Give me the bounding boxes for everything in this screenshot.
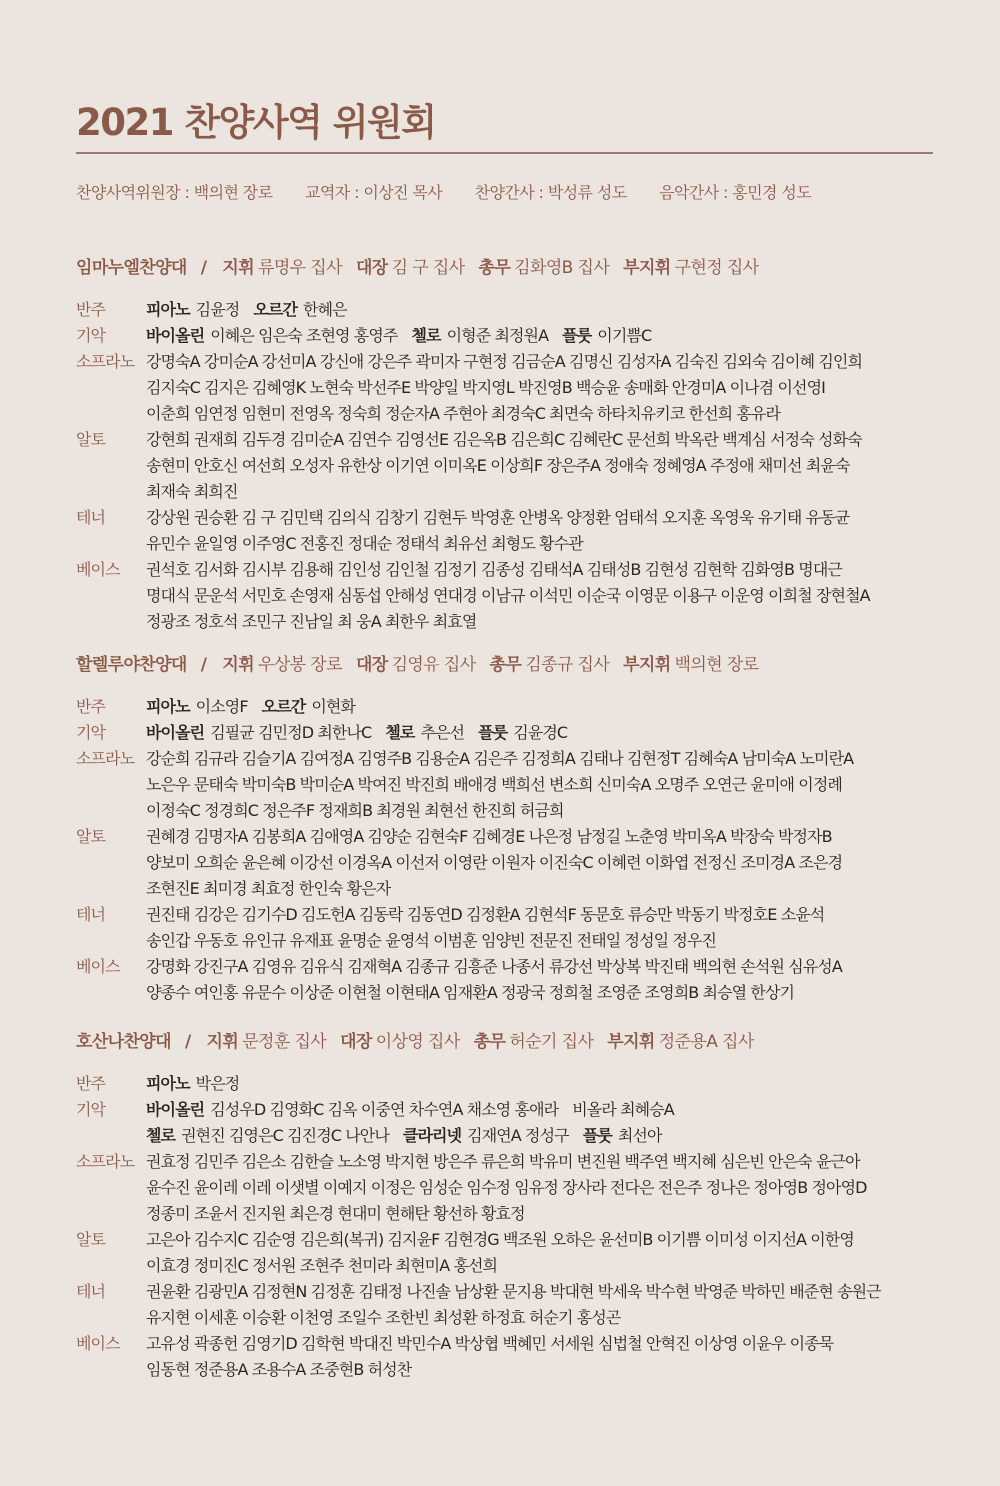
part-label: 소프라노 [76,749,135,768]
part-members [146,902,946,954]
member-group [583,1126,662,1145]
member-names: 비올라 최혜승A [572,1100,674,1119]
member-line [146,824,946,850]
role-label: 총무 [478,258,511,278]
instrument-label: 오르간 [261,697,306,716]
member-names: 최재숙 최희진 [146,482,238,501]
member-line [146,609,946,635]
part-label: 기악 [76,1100,106,1119]
part-members [146,557,946,635]
member-group [146,827,832,846]
part-label: 테너 [76,508,106,527]
member-group [146,430,862,449]
role-label: 대장 [355,655,388,675]
member-names: 김윤정 [195,300,240,319]
part-row [76,746,946,824]
choir-header [76,255,946,281]
part-row [76,1279,946,1331]
member-line [146,583,946,609]
instrument-label: 첼로 [411,326,441,345]
member-group [262,697,355,716]
header-separator: / [200,258,207,278]
member-line [146,1253,946,1279]
member-names: 이현화 [311,697,355,716]
member-line [146,1227,946,1253]
member-group [146,326,397,345]
part-list [76,1071,946,1383]
member-names: 이정숙C 정경희C 정은주F 정재희B 최경원 최현선 한진희 허금희 [146,801,564,820]
member-names: 김필균 김민정D 최한나C [210,723,372,742]
member-line [146,980,946,1006]
member-group [146,1334,833,1353]
member-line [146,1201,946,1227]
member-names: 강현희 권재희 김두경 김미순A 김연수 김영선E 김은옥B 김은희C 김혜란C 문선희 박옥란 백계심 서정숙 성화숙 [146,430,862,449]
member-group [146,300,239,319]
part-row [76,824,946,902]
member-names: 김지숙C 김지은 김혜영K 노현숙 박선주E 박양일 박지영L 박진영B 백승윤 송매화 안경미A 이나겸 이선영I [146,378,825,397]
member-names: 추은선 [420,723,465,742]
title-divider [76,152,933,154]
instrument-label: 플룻 [562,326,592,345]
part-members [146,323,946,349]
member-group [146,586,870,605]
member-group [146,560,842,579]
role-label: 부지휘 [623,258,671,278]
member-line [146,1279,946,1305]
member-names: 유지현 이세훈 이승환 이천영 조일수 조한빈 최성환 하정효 허순기 홍성곤 [146,1308,621,1327]
member-line [146,954,946,980]
role-person: 김영유 집사 [391,655,476,675]
member-group [146,1360,411,1379]
role-label: 총무 [473,1032,506,1052]
part-row [76,694,946,720]
role-label: 지휘 [222,258,255,278]
member-group [572,1100,674,1119]
member-group [385,723,464,742]
member-names: 송현미 안호신 여선희 오성자 유한상 이기연 이미옥E 이상희F 장은주A 정애숙 정혜영A 주정애 채미선 최윤숙 [146,456,850,475]
part-row [76,1097,946,1149]
member-line [146,453,946,479]
role-person: 이상영 집사 [375,1032,460,1052]
role-person: 정준용A 집사 [658,1032,754,1052]
instrument-label: 플룻 [582,1126,612,1145]
member-line [146,876,946,902]
instrument-label: 피아노 [146,697,190,716]
role-person: 문정훈 집사 [242,1032,327,1052]
member-line [146,1305,946,1331]
role-person: 구현정 집사 [674,258,759,278]
part-members [146,824,946,902]
member-names: 이춘희 임연정 임현미 전영옥 정숙희 정순자A 주현아 최경숙C 최면숙 하타치유키코 한선희 홍유라 [146,404,781,423]
part-label: 알토 [76,430,106,449]
part-list [76,694,946,1006]
part-row [76,323,946,349]
part-row [76,427,946,505]
choir-name: 호산나찬양대 [76,1032,171,1052]
member-group [146,1152,860,1171]
member-line [146,1123,946,1149]
member-line [146,1331,946,1357]
member-group [253,300,346,319]
member-names: 강상원 권승환 김 구 김민택 김의식 김창기 김현두 박영훈 안병옥 양정환 엄태석 오지훈 옥영욱 유기태 유동균 [146,508,850,527]
member-names: 이형준 최정원A [446,326,549,345]
member-group [146,1100,558,1119]
member-line [146,1357,946,1383]
part-label: 알토 [76,827,106,846]
choir-header [76,652,946,678]
member-names: 조현진E 최미경 최효정 한인숙 황은자 [146,879,391,898]
member-names: 강명숙A 강미순A 강선미A 강신애 강은주 곽미자 구현정 김금순A 김명신 김성자A 김숙진 김외숙 김이혜 김인희 [146,352,862,371]
part-label: 소프라노 [76,1152,135,1171]
part-members [146,1331,946,1383]
member-names: 강순희 김규라 김슬기A 김여정A 김영주B 김용순A 김은주 김정희A 김태나 김현정T 김혜숙A 남미숙A 노미란A [146,749,854,768]
part-row [76,557,946,635]
instrument-label: 피아노 [146,300,190,319]
member-names: 이혜은 임은숙 조현영 홍영주 [210,326,398,345]
member-names: 임동현 정준용A 조용수A 조중현B 허성찬 [146,1360,412,1379]
member-line [146,798,946,824]
role-person: 김화영B 집사 [514,258,610,278]
member-group [146,697,248,716]
part-label: 소프라노 [76,352,135,371]
member-line [146,772,946,798]
part-label: 반주 [76,300,106,319]
officer-pastor: 교역자 : 이상진 목사 [305,183,443,202]
part-row [76,1149,946,1227]
member-group [146,1308,620,1327]
member-line [146,1175,946,1201]
officer-chair: 찬양사역위원장 : 백의현 장로 [76,183,273,202]
member-line [146,427,946,453]
role-person: 우상봉 장로 [258,655,342,675]
member-names: 이효경 정미진C 정서원 조현주 천미라 최현미A 홍선희 [146,1256,498,1275]
role-label: 대장 [340,1032,372,1052]
part-row [76,902,946,954]
role-label: 대장 [355,258,388,278]
header-separator: / [200,655,207,675]
part-row [76,297,946,323]
member-group [146,853,842,872]
member-names: 송인갑 우동호 유인규 유재표 윤명순 윤영석 이범훈 임양빈 전문진 전태일 정성일 정우진 [146,931,717,950]
member-line [146,1071,946,1097]
member-names: 권석호 김서화 김시부 김용해 김인성 김인철 김정기 김종성 김태석A 김태성B 김현성 김현학 김화영B 명대근 [146,560,842,579]
member-names: 정종미 조윤서 진지원 최은경 현대미 현해탄 황선하 황효정 [146,1204,525,1223]
member-group [146,931,716,950]
member-names: 권윤환 김광민A 김정현N 김정훈 김태정 나진솔 남상환 문지용 박대현 박세욱 박수현 박영준 박하민 배준현 송원근 [146,1282,881,1301]
part-members [146,297,946,323]
part-label: 알토 [76,1230,106,1249]
member-names: 고은아 김수지C 김순영 김은희(복귀) 김지윤F 김현경G 백조원 오하은 윤선미B 이기쁨 이미성 이지선A 이한영 [146,1230,854,1249]
member-line [146,479,946,505]
member-group [146,1256,497,1275]
member-line [146,928,946,954]
member-names: 김윤경C [513,723,568,742]
member-group [146,456,849,475]
instrument-label: 오르간 [253,300,298,319]
member-group [146,1204,525,1223]
part-members [146,746,946,824]
part-label: 테너 [76,1282,106,1301]
member-names: 이기쁨C [597,326,652,345]
member-group [146,983,794,1002]
member-line [146,694,946,720]
member-line [146,746,946,772]
part-label: 베이스 [76,1334,120,1353]
member-line [146,720,946,746]
member-line [146,850,946,876]
role-person: 김 구 집사 [391,258,465,278]
member-names: 박은정 [195,1074,240,1093]
member-names: 권효정 김민주 김은소 김한슬 노소영 박지현 방은주 류은희 박유미 변진원 백주연 백지혜 심은빈 안은숙 윤근아 [146,1152,860,1171]
member-group [146,482,238,501]
member-group [146,534,583,553]
instrument-label: 바이올린 [146,326,205,345]
page-title: 2021 찬양사역 위원회 [76,101,436,144]
member-group [562,326,651,345]
member-line [146,902,946,928]
member-group [403,1126,569,1145]
member-line [146,401,946,427]
part-label: 반주 [76,1074,106,1093]
part-label: 기악 [76,723,106,742]
member-names: 최선아 [617,1126,662,1145]
member-line [146,505,946,531]
member-group [146,749,853,768]
part-label: 베이스 [76,560,120,579]
part-members [146,427,946,505]
member-names: 권현진 김영은C 김진경C 나안나 [181,1126,389,1145]
member-group [478,723,567,742]
member-line [146,323,946,349]
instrument-label: 플룻 [478,723,508,742]
choir-section [76,1029,946,1383]
member-group [146,1178,867,1197]
role-person: 허순기 집사 [509,1032,594,1052]
role-label: 지휘 [222,655,255,675]
role-label: 부지휘 [623,655,671,675]
role-label: 총무 [489,655,522,675]
member-group [146,957,842,976]
part-members [146,349,946,427]
member-line [146,531,946,557]
part-row [76,954,946,1006]
instrument-label: 클라리넷 [402,1126,462,1145]
choir-header [76,1029,946,1055]
part-label: 반주 [76,697,106,716]
role-label: 지휘 [206,1032,239,1052]
member-line [146,1097,946,1123]
member-names: 한혜은 [303,300,347,319]
part-label: 베이스 [76,957,120,976]
member-group [146,801,564,820]
choir-section [76,652,946,1006]
member-group [146,1126,389,1145]
part-row [76,1071,946,1097]
member-names: 양종수 여인홍 유문수 이상준 이현철 이현태A 임재환A 정광국 정희철 조영준 조영희B 최승열 한상기 [146,983,795,1002]
member-group [146,723,371,742]
member-group [146,905,824,924]
member-group [411,326,548,345]
officer-music-secretary: 음악간사 : 홍민경 성도 [659,183,812,202]
member-names: 권진태 김강은 김기수D 김도헌A 김동락 김동연D 김정환A 김현석F 동문호 류승만 박동기 박정호E 소윤석 [146,905,825,924]
part-label: 테너 [76,905,106,924]
choir-section [76,255,946,635]
part-row [76,1331,946,1383]
member-names: 고유성 곽종헌 김영기D 김학현 박대진 박민수A 박상협 백혜민 서세원 심법철 안혁진 이상영 이윤우 이종묵 [146,1334,834,1353]
member-group [146,612,476,631]
member-line [146,349,946,375]
officers-line [76,180,839,203]
member-line [146,375,946,401]
part-members [146,720,946,746]
header-separator: / [184,1032,191,1052]
part-row [76,505,946,557]
instrument-label: 바이올린 [146,723,205,742]
role-person: 류명우 집사 [258,258,342,278]
instrument-label: 첼로 [385,723,415,742]
member-group [146,1074,239,1093]
member-line [146,1149,946,1175]
part-members [146,694,946,720]
member-group [146,508,849,527]
member-names: 김성우D 김영화C 김옥 이중연 차수연A 채소영 홍애라 [210,1100,559,1119]
instrument-label: 바이올린 [146,1100,205,1119]
member-group [146,775,842,794]
part-members [146,505,946,557]
part-row [76,349,946,427]
member-group [146,378,825,397]
member-names: 김재연A 정성구 [467,1126,569,1145]
instrument-label: 첼로 [146,1126,176,1145]
part-members [146,954,946,1006]
choir-name: 임마누엘찬양대 [76,258,187,278]
part-members [146,1071,946,1097]
officer-choir-secretary: 찬양간사 : 박성류 성도 [474,183,627,202]
role-person: 김종규 집사 [525,655,610,675]
part-members [146,1227,946,1279]
part-list [76,297,946,635]
member-group [146,1282,881,1301]
member-names: 강명화 강진구A 김영유 김유식 김재혁A 김종규 김흥준 나종서 류강선 박상복 박진태 백의현 손석원 심유성A [146,957,842,976]
choir-name: 할렐루야찬양대 [76,655,187,675]
part-members [146,1279,946,1331]
member-names: 정광조 정호석 조민구 진남일 최 웅A 최한우 최효열 [146,612,477,631]
role-person: 백의현 장로 [674,655,759,675]
member-line [146,297,946,323]
instrument-label: 피아노 [146,1074,190,1093]
member-names: 노은우 문태숙 박미숙B 박미순A 박여진 박진희 배애경 백희선 변소희 신미숙A 오명주 오연근 윤미애 이정례 [146,775,842,794]
part-members [146,1149,946,1227]
member-names: 명대식 문운석 서민호 손영재 심동섭 안해성 연대경 이남규 이석민 이순국 이영문 이용구 이운영 이희철 장현철A [146,586,870,605]
member-names: 유민수 윤일영 이주영C 전홍진 정대순 정태석 최유선 최형도 황수관 [146,534,583,553]
member-group [146,404,780,423]
member-line [146,557,946,583]
member-group [146,352,862,371]
role-label: 부지휘 [607,1032,655,1052]
member-group [146,879,390,898]
member-names: 권혜경 김명자A 김봉희A 김애영A 김양순 김현숙F 김혜경E 나은정 남정길 노춘영 박미옥A 박장숙 박정자B [146,827,832,846]
member-names: 이소영F [195,697,248,716]
part-row [76,720,946,746]
part-members [146,1097,946,1149]
member-names: 양보미 오희순 윤은혜 이강선 이경옥A 이선저 이영란 이원자 이진숙C 이혜련 이화엽 전정신 조미경A 조은경 [146,853,843,872]
part-row [76,1227,946,1279]
member-names: 윤수진 윤이레 이레 이샛별 이예지 이정은 임성순 임수정 임유정 장사라 전다은 전은주 정나은 정아영B 정아영D [146,1178,867,1197]
member-group [146,1230,854,1249]
part-label: 기악 [76,326,106,345]
